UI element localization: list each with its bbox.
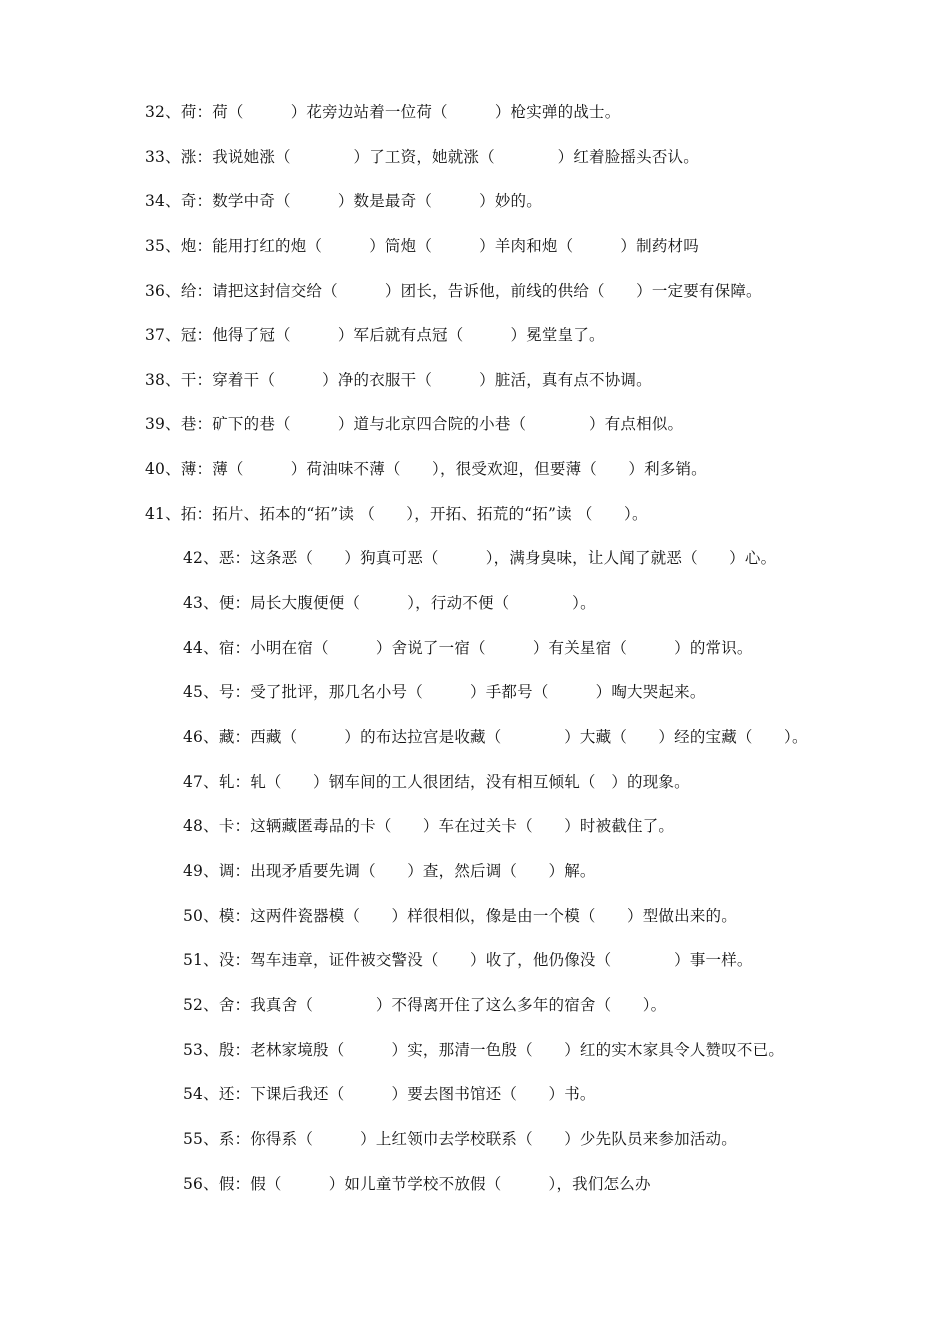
question-47: 47、轧：轧（ ）钢车间的工人很团结，没有相互倾轧（ ）的现象。 [183,773,690,791]
question-34: 34、奇：数学中奇（ ）数是最奇（ ）妙的。 [145,192,542,210]
question-46: 46、藏：西藏（ ）的布达拉宫是收藏（ ）大藏（ ）经的宝藏（ ）。 [183,728,808,746]
question-50: 50、模：这两件瓷器模（ ）样很相似，像是由一个模（ ）型做出来的。 [183,907,737,925]
question-51: 51、没：驾车违章，证件被交警没（ ）收了，他仍像没（ ）事一样。 [183,951,753,969]
question-39: 39、巷：矿下的巷（ ）道与北京四合院的小巷（ ）有点相似。 [145,415,684,433]
question-44: 44、宿：小明在宿（ ）舍说了一宿（ ）有关星宿（ ）的常识。 [183,639,753,657]
question-33: 33、涨：我说她涨（ ）了工资，她就涨（ ）红着脸摇头否认。 [145,148,699,166]
question-48: 48、卡：这辆藏匿毒品的卡（ ）车在过关卡（ ）时被截住了。 [183,817,675,835]
question-36: 36、给：请把这封信交给（ ）团长，告诉他，前线的供给（ ）一定要有保障。 [145,282,762,300]
question-40: 40、薄：薄（ ）荷油味不薄（ ），很受欢迎，但要薄（ ）利多销。 [145,460,707,478]
question-54: 54、还：下课后我还（ ）要去图书馆还（ ）书。 [183,1085,596,1103]
question-38: 38、干：穿着干（ ）净的衣服干（ ）脏活，真有点不协调。 [145,371,652,389]
question-42: 42、恶：这条恶（ ）狗真可恶（ ），满身臭味，让人闻了就恶（ ）心。 [183,549,777,567]
question-37: 37、冠：他得了冠（ ）军后就有点冠（ ）冕堂皇了。 [145,326,605,344]
question-55: 55、系：你得系（ ）上红领巾去学校联系（ ）少先队员来参加活动。 [183,1130,737,1148]
question-49: 49、调：出现矛盾要先调（ ）查，然后调（ ）解。 [183,862,596,880]
question-53: 53、殷：老林家境殷（ ）实，那清一色殷（ ）红的实木家具令人赞叹不已。 [183,1041,785,1059]
question-56: 56、假：假（ ）如儿童节学校不放假（ ），我们怎么办 [183,1175,651,1193]
question-45: 45、号：受了批评，那几名小号（ ）手都号（ ）啕大哭起来。 [183,683,706,701]
question-32: 32、荷：荷（ ）花旁边站着一位荷（ ）枪实弹的战士。 [145,103,621,121]
question-41: 41、拓：拓片、拓本的“拓”读 （ ），开拓、拓荒的“拓”读 （ ）。 [145,505,648,523]
question-52: 52、舍：我真舍（ ）不得离开住了这么多年的宿舍（ ）。 [183,996,667,1014]
question-35: 35、炮：能用打红的炮（ ）筒炮（ ）羊肉和炮（ ）制药材吗 [145,237,699,255]
question-43: 43、便：局长大腹便便（ ），行动不便（ ）。 [183,594,596,612]
